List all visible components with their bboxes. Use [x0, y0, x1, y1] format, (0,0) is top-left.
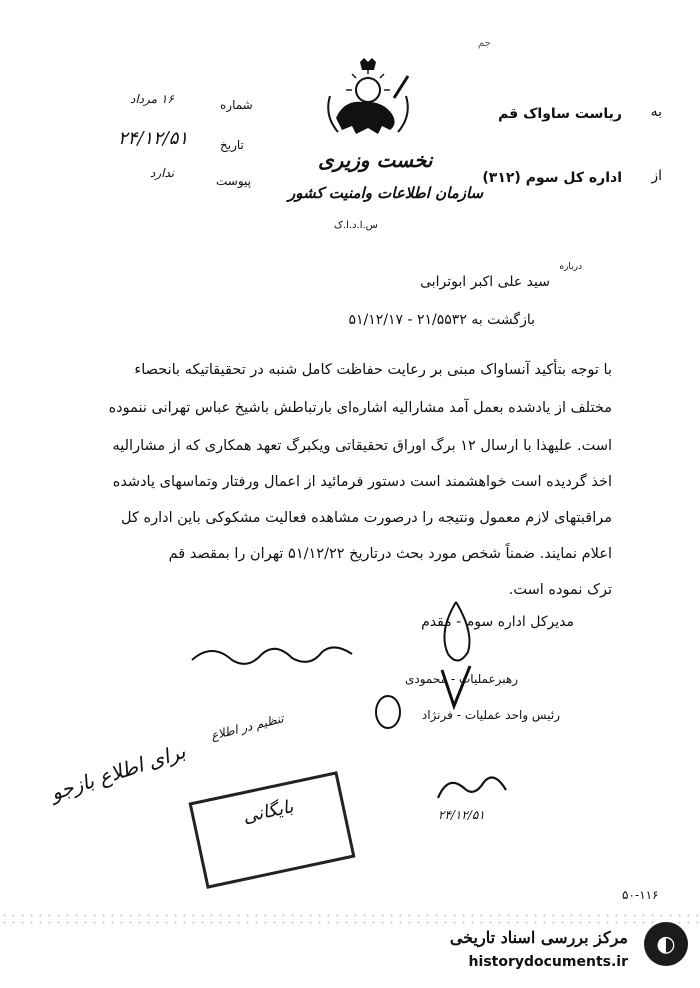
director-signature-line: مدیرکل اداره سوم - مقدم — [421, 614, 574, 630]
body-line: است. علیهذا با ارسال ۱۲ برگ اوراق تحقیقاتی ویکبرگ تعهد همکاری که از مشارالیه — [112, 438, 612, 454]
archive-stamp — [189, 771, 356, 889]
reference-line: بازگشت به ۲۱/۵۵۳۲ - ۵۱/۱۲/۱۷ — [348, 312, 535, 328]
signature-scribble-icon — [434, 598, 480, 670]
page-code: ۵۰-۱۱۶ — [622, 888, 659, 902]
subject-value: سید علی اکبر ابوترابی — [420, 274, 550, 290]
date-label: تاریخ — [220, 138, 244, 152]
ops-head-line: رهبرعملیات - محمودی — [404, 672, 518, 686]
watermark-title: مرکز بررسی اسناد تاریخی — [449, 928, 628, 947]
body-line: مراقبتهای لازم معمول ونتیجه را درصورت مشاهده فعالیت مشکوکی باین اداره کل — [121, 510, 612, 526]
body-line: مختلف از یادشده بعمل آمد مشارالیه اشاره‌ای بارتباطش باشیخ عباس تهرانی ننموده — [108, 400, 612, 416]
subject-label: درباره — [559, 262, 582, 272]
to-label: به — [650, 104, 662, 120]
corner-mark: جم — [478, 38, 491, 49]
body-line: اخذ گردیده است خواهشمند است دستور فرمائید از اعمال ورفتار وتماسهای یادشده — [112, 474, 612, 490]
director-handwritten-signature-icon — [188, 636, 358, 670]
number-value: ۱۶ مرداد — [130, 92, 174, 106]
lower-signature-date: ۲۴/۱۲/۵۱ — [438, 808, 485, 822]
org-code: س.ا.د.ا.ک — [334, 220, 378, 231]
org-title: سازمان اطلاعات وامنیت کشور — [288, 184, 484, 202]
lion-sun-emblem-icon — [322, 56, 414, 146]
from-label: از — [651, 168, 662, 184]
from-value: اداره کل سوم (۳۱۲) — [482, 170, 622, 186]
number-label: شماره — [220, 98, 253, 112]
watermark-footer — [0, 910, 700, 988]
body-line: با توجه بتأکید آنساواک مبنی بر رعایت حفاظت کامل شنبه در تحقیقاتیکه بانحصاء — [134, 362, 612, 378]
stamp-text: بایگانی — [241, 796, 296, 828]
margin-note: برای اطلاع بازجو — [47, 738, 189, 806]
archive-logo-icon: ◐ — [644, 922, 688, 966]
to-value: ریاست ساواک قم — [498, 106, 622, 122]
handwritten-note-1: تنظیم در اطلاع — [209, 711, 285, 743]
lower-signature-icon — [432, 768, 512, 808]
watermark-url: historydocuments.ir — [468, 954, 628, 970]
body-line: ترک نموده است. — [508, 582, 612, 598]
initial-scribble-icon — [368, 690, 408, 734]
ministry-title: نخست وزیری — [318, 148, 433, 172]
attachment-label: پیوست — [216, 174, 251, 188]
body-line: اعلام نمایند. ضمناً شخص مورد بحث درتاریخ ۵۱/۱۲/۲۲ تهران را بمقصد قم — [168, 546, 612, 562]
unit-head-line: رئیس واحد عملیات - فرنژاد — [421, 708, 560, 722]
date-value: ۲۴/۱۲/۵۱ — [118, 128, 189, 149]
attachment-value: ندارد — [150, 166, 175, 180]
check-mark-icon — [438, 662, 478, 712]
